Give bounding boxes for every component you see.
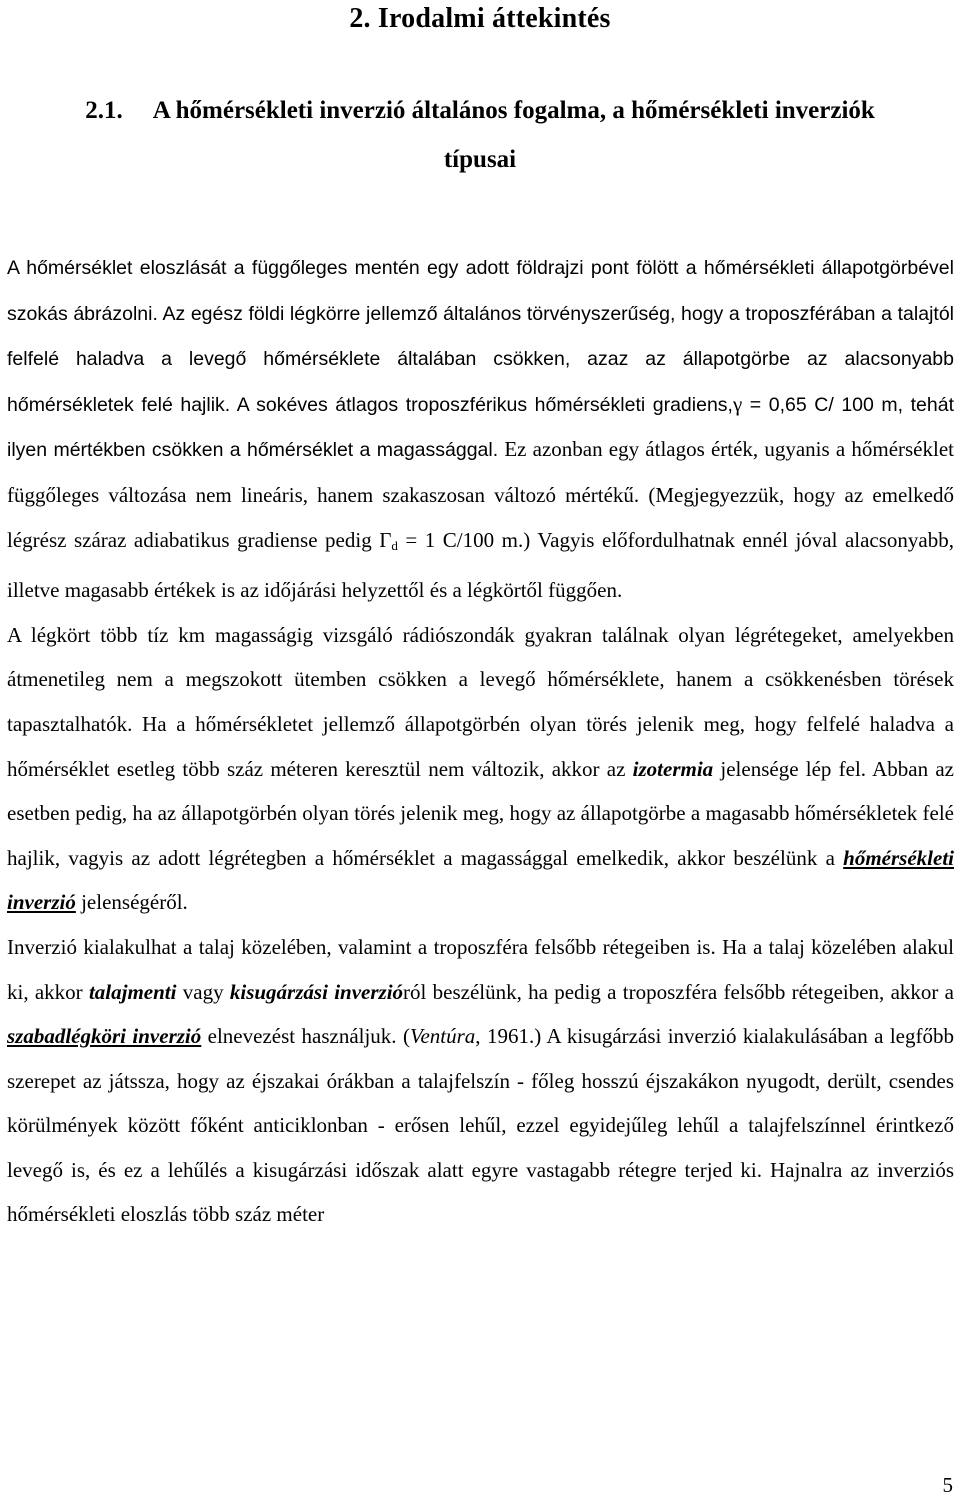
p3-text-4: elnevezést használjuk. ( [201,1024,410,1049]
body-text [7,245,954,1237]
p1-text-2: Ez azonban egy átlagos érték, ugyanis a hőmérséklet függőleges változása nem lineáris, hanem szakaszosan változó mértékű. (Megjegyezzük, hogy az emelkedő légrész száraz adiabatikus gradiense pedig [7,437,954,552]
gamma-symbol: γ [732,391,743,416]
chapter-heading: 2. Irodalmi áttekintés [349,3,611,34]
term-isotherm: izotermia [632,756,714,781]
p2-text-3: jelenségéről. [75,890,188,915]
term-free-atmosphere: szabadlégköri inverzió [7,1024,202,1049]
citation-author: Ventúra [409,1024,476,1049]
p2-text-2: jelensége lép fel. Abban az esetben pedig, ha az állapotgörbén olyan törés jelenik meg, hogy az állapotgörbe a magasabb hőmérsékletek felé hajlik, vagyis az adott légrétegben a hőmérséklet a magassággal emelkedik, akkor beszélünk a [7,756,954,870]
p3-text-5: , 1961.) A kisugárzási inverzió kialakulásában a legfőbb szerepet az játssza, hogy az éjszakai órákban a talajfelszín - főleg hosszú éjszakákon nyugodt, derült, csendes körülmények között főként anticiklonban - erősen lehűl, ezzel egyidejűleg lehűl a talajfelszínnel érintkező levegő is, és ez a lehűlés a kisugárzási időszak alatt egyre vastagabb rétegre terjed ki. Hajnalra az inverziós hőmérsékleti eloszlás több száz méter [7,1024,954,1227]
p3-text-3: ról beszélünk, ha pedig a troposzféra felsőbb rétegeiben, akkor a [403,979,954,1004]
section-title: A hőmérsékleti inverzió általános fogalma, a hőmérsékleti inverziók típusai [152,97,875,173]
p3-text-1: Inverzió kialakulhat a talaj közelében, valamint a troposzféra felsőbb rétegeiben is. Ha a talaj közelében alakul ki, akkor [7,934,954,1004]
p3-text-2: vagy [176,979,230,1004]
section-heading [60,86,900,184]
term-radiation-inversion: kisugárzási inverzió [229,979,404,1004]
p1-sans-text: A hőmérséklet eloszlását a függőleges mentén egy adott földrajzi pont fölött a hőmérsékleti állapotgörbével szokás ábrázolni. Az egész földi légkörre jellemző általános törvényszerűség, hogy a troposzférában a talajtól felfelé haladva a levegő hőmérséklete általában csökken, azaz az állapotgörbe az alacsonyabb hőmérsékletek felé hajlik. A sokéves átlagos troposzférikus hőmérsékleti gradiens, [7,257,954,416]
paragraph-inversion-types [7,925,954,1237]
section-number: 2.1. [85,97,123,124]
paragraph-temperature-distribution [7,245,954,613]
subscript-d: d [391,537,398,553]
p1-gradient-text: = 0,65 C/ 100 m, tehát ilyen mértékben csökken a hőmérséklet a magassággal. [7,393,954,462]
page-number: 5 [942,1473,953,1497]
paragraph-radiosonde [7,613,954,925]
p2-text-1: A légkört több tíz km magasságig vizsgáló rádiószondák gyakran találnak olyan légrétegeket, amelyekben átmenetileg nem a megszokott ütemben csökken a levegő hőmérséklete, hanem a csökkenésben törések tapasztalhatók. Ha a hőmérsékletet jellemző állapotgörbén olyan törés jelenik meg, hogy felfelé haladva a hőmérséklet esetleg több száz méteren keresztül nem változik, akkor az [7,622,954,781]
term-inversion: hőmérsékleti inverzió [7,845,954,915]
term-surface: talajmenti [88,979,177,1004]
capital-gamma-symbol: Γ [379,527,392,552]
p1-text-3: = 1 C/100 m.) Vagyis előfordulhatnak ennél jóval alacsonyabb, illetve magasabb értékek is az időjárási helyzettől és a légkörtől függően. [7,527,954,603]
